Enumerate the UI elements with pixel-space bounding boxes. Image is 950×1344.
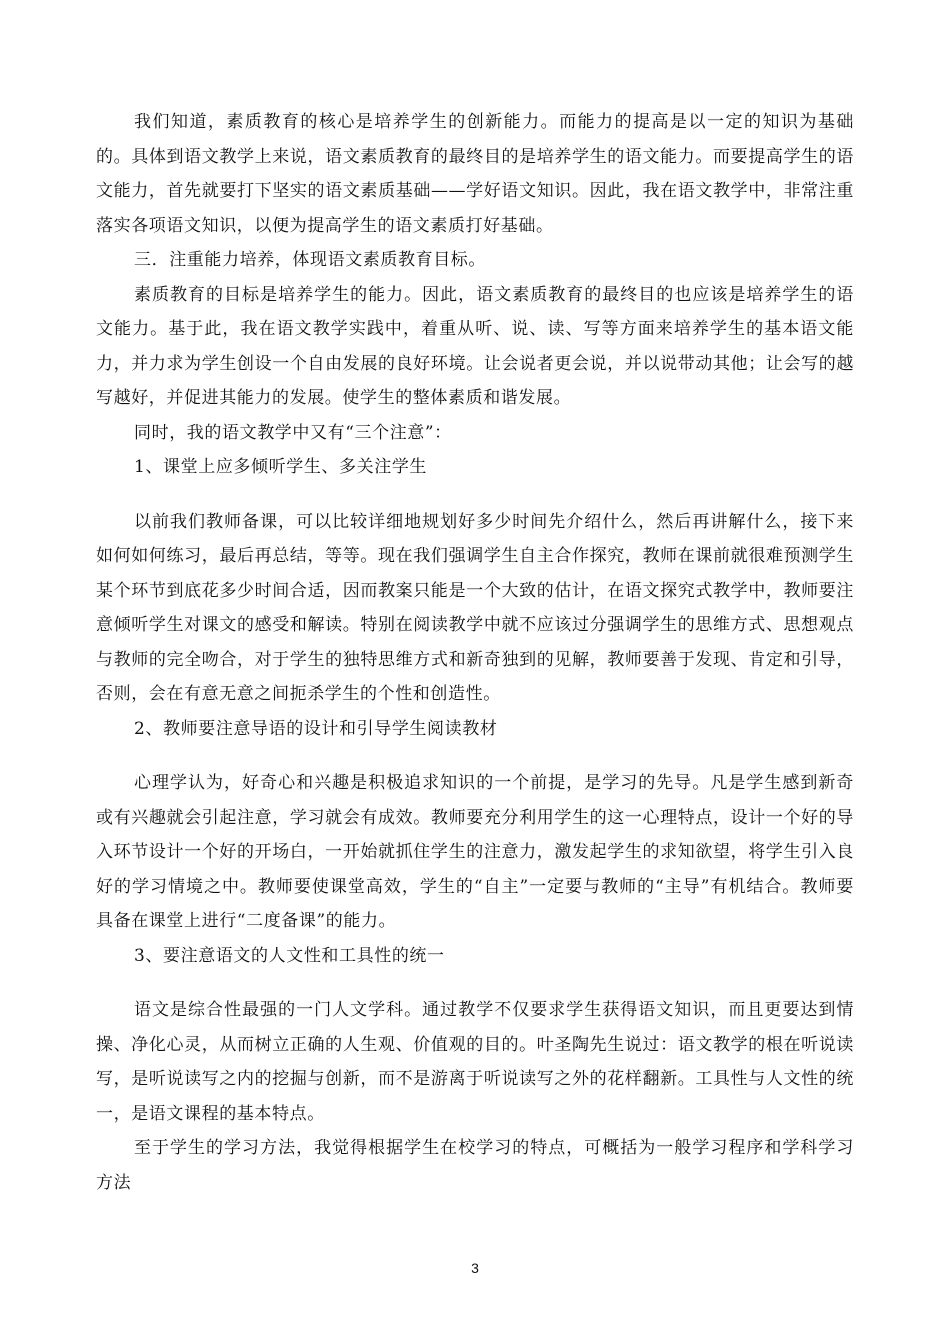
subheading-listen-to-students: 1、课堂上应多倾听学生、多关注学生 <box>134 457 428 477</box>
paragraph-learning-methods: 至于学生的学习方法，我觉得根据学生在校学习的特点，可概括为一般学习程序和学科学习方法 <box>96 1138 854 1193</box>
paragraph-curiosity-interest: 心理学认为，好奇心和兴趣是积极追求知识的一个前提，是学习的先导。凡是学生感到新奇或有兴趣就会引起注意，学习就会有成效。教师要充分利用学生的这一心理特点，设计一个好的导入环节设计一个好的开场白，一开始就抓住学生的注意力，激发起学生的求知欲望，将学生引入良好的学习情境之中。教师要使课堂高效，学生的“自主”一定要与教师的“主导”有机结合。教师要具备在课堂上进行“二度备课”的能力。 <box>96 773 854 931</box>
paragraph-chinese-comprehensive: 语文是综合性最强的一门人文学科。通过教学不仅要求学生获得语文知识，而且更要达到情操、净化心灵，从而树立正确的人生观、价值观的目的。叶圣陶先生说过：语文教学的根在听说读写，是听说读写之内的挖掘与创新，而不是游离于听说读写之外的花样翻新。工具性与人文性的统一，是语文课程的基本特点。 <box>96 1000 854 1124</box>
paragraph-ability-goal: 素质教育的目标是培养学生的能力。因此，语文素质教育的最终目的也应该是培养学生的语文能力。基于此，我在语文教学实践中，着重从听、说、读、写等方面来培养学生的基本语文能力，并力求为学生创设一个自由发展的良好环境。让会说者更会说，并以说带动其他；让会写的越写越好，并促进其能力的发展。使学生的整体素质和谐发展。 <box>96 284 854 408</box>
page-number: 3 <box>471 1260 479 1276</box>
section-heading-three: 三．注重能力培养，体现语文素质教育目标。 <box>134 250 486 270</box>
subheading-lead-in-design: 2、教师要注意导语的设计和引导学生阅读教材 <box>134 718 498 739</box>
document-body <box>96 105 854 1200</box>
paragraph-three-notes-intro: 同时，我的语文教学中又有“三个注意”： <box>134 422 452 443</box>
paragraph-lesson-planning: 以前我们教师备课，可以比较详细地规划好多少时间先介绍什么，然后再讲解什么，接下来如何如何练习，最后再总结，等等。现在我们强调学生自主合作探究，教师在课前就很难预测学生某个环节到底花多少时间合适，因而教案只能是一个大致的估计，在语文探究式教学中，教师要注意倾听学生对课文的感受和解读。特别在阅读教学中就不应该过分强调学生的思维方式、思想观点与教师的完全吻合，对于学生的独特思维方式和新奇独到的见解，教师要善于发现、肯定和引导，否则，会在有意无意之间扼杀学生的个性和创造性。 <box>96 511 854 704</box>
subheading-humanistic-instrumental: 3、要注意语文的人文性和工具性的统一 <box>134 945 445 966</box>
paragraph-quality-education-core: 我们知道，素质教育的核心是培养学生的创新能力。而能力的提高是以一定的知识为基础的。具体到语文教学上来说，语文素质教育的最终目的是培养学生的语文能力。而要提高学生的语文能力，首先就要打下坚实的语文素质基础——学好语文知识。因此，我在语文教学中，非常注重落实各项语文知识，以便为提高学生的语文素质打好基础。 <box>96 112 854 236</box>
